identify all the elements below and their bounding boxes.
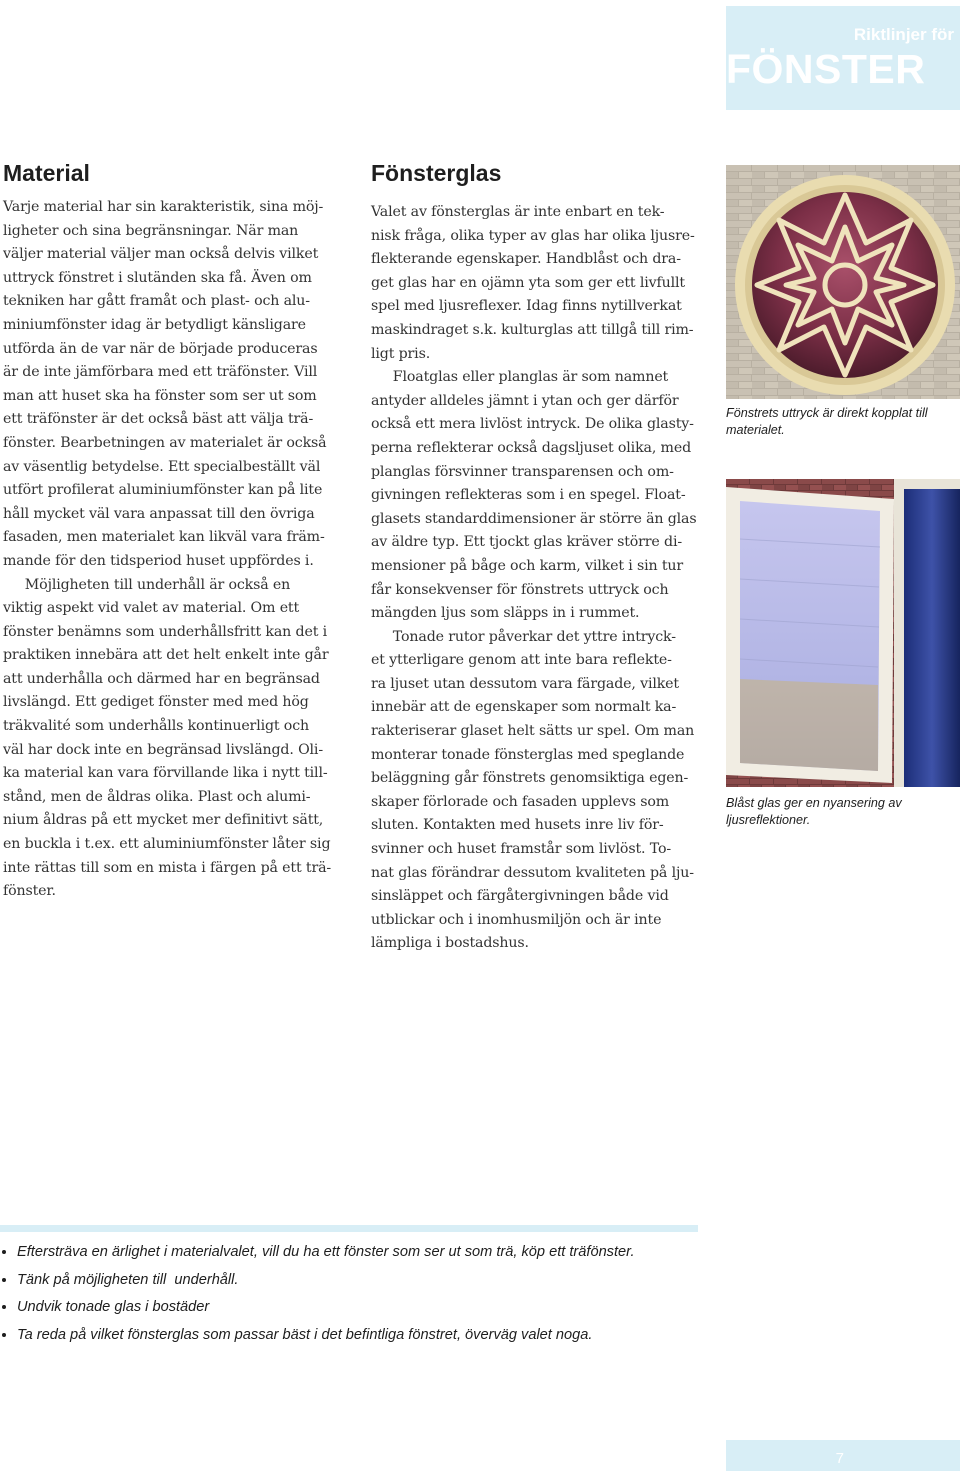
bullet-icon: [2, 1278, 6, 1282]
material-line: fönster benämns som underhållsfritt kan det i: [3, 623, 327, 640]
material-line: Varje material har sin karakteristik, sina möj-: [3, 199, 324, 215]
material-line: fasaden, men materialet kan likväl vara främ-: [3, 529, 325, 546]
material-line: väl har dock inte en begränsad livslängd. Oli-: [3, 741, 323, 758]
tip-item: [0, 1294, 740, 1322]
material-line: livslängd. Ett gediget fönster med med hög: [3, 694, 309, 711]
round-window-photo: [726, 165, 960, 399]
fonsterglas-line: planglas försvinner transparensen och om-: [371, 463, 674, 480]
material-line: ligheter och sina begränsningar. När man: [3, 222, 299, 239]
material-line: en buckla i t.ex. ett aluminiumfönster låter sig: [3, 836, 331, 853]
fonsterglas-line: glasets standarddimensioner är större än glas: [371, 510, 697, 527]
material-line: ka material kan vara förvillande lika i nytt till-: [3, 765, 328, 782]
footer-band: [726, 1440, 960, 1471]
section-divider: [0, 1225, 698, 1232]
bullet-icon: [2, 1333, 6, 1337]
material-line: väljer material väljer man också delvis vilket: [3, 246, 319, 263]
fonsterglas-body: [371, 201, 696, 956]
fonsterglas-line: monterar tonade fönsterglas med speglande: [371, 746, 685, 763]
fonsterglas-line: beläggning går fönstrets genomsiktiga egen-: [371, 770, 689, 787]
fonsterglas-line: nisk fråga, olika typer av glas har olika ljusre-: [371, 227, 695, 244]
fonsterglas-line: mängden ljus som släpps in i rummet.: [371, 605, 640, 622]
page-number: 7: [835, 1450, 844, 1467]
material-line: fönster. Bearbetningen av materialet är också: [3, 434, 327, 451]
tip-item: [0, 1267, 740, 1295]
material-line: miniumfönster idag är betydligt känsligare: [3, 316, 306, 333]
fonsterglas-line: nat glas förändrar dessutom kvaliteten på lju-: [371, 864, 694, 881]
fonsterglas-line: rakteriserar glaset helt sätts ur spel. Om man: [371, 723, 695, 740]
material-line: inte rättas till som en mista i färgen på ett trä-: [3, 859, 332, 876]
fonsterglas-line: mensioner på båge och karm, vilket i sin tur: [371, 557, 684, 574]
tip-text: Tänk på möjligheten till underhåll.: [17, 1271, 239, 1288]
fonsterglas-line: av äldre typ. Ett tjockt glas kräver större di-: [371, 534, 682, 551]
fonsterglas-line: spel med ljusreflexer. Idag finns nytillverkat: [371, 298, 682, 315]
fonsterglas-line: ra ljuset utan dessutom vara färgade, vilket: [371, 675, 679, 692]
material-body: [3, 196, 331, 904]
fonsterglas-line: et ytterligare genom att inte bara reflekte-: [371, 652, 672, 669]
header-kicker: Riktlinjer för: [853, 25, 954, 44]
fonsterglas-line: Valet av fönsterglas är inte enbart en tek-: [371, 204, 665, 220]
fonsterglas-line: svinner och huset framstår som livlöst. To-: [371, 841, 671, 858]
fonsterglas-line: innebär att de egenskaper som normalt ka-: [371, 699, 677, 716]
material-line: mande för den tidsperiod huset uppfördes i.: [3, 552, 314, 569]
fonsterglas-line: get glas har en ojämn yta som ger ett livfullt: [371, 274, 685, 291]
material-line: tekniken har gått framåt och plast- och alu-: [3, 293, 310, 310]
fonsterglas-line: Tonade rutor påverkar det yttre intryck-: [371, 628, 676, 645]
fonsterglas-heading: Fönsterglas: [371, 160, 502, 186]
material-line: fönster.: [3, 883, 56, 900]
fonsterglas-line: skaper förlorade och fasaden upplevs som: [371, 793, 670, 810]
bullet-icon: [2, 1250, 6, 1254]
fonsterglas-line: sluten. Kontakten med husets inre liv för-: [371, 817, 664, 834]
material-line: stånd, men de åldras olika. Plast och alumi-: [3, 788, 311, 805]
tip-item: [0, 1322, 740, 1350]
fonsterglas-line: också ett mera livlöst intryck. De olika glasty-: [371, 416, 694, 433]
fonsterglas-line: antyder alldeles jämnt i ytan och ger därför: [371, 392, 679, 409]
fonsterglas-line: flekterande egenskaper. Handblåst och dra-: [371, 251, 681, 268]
material-line: utförda än de var när de började produceras: [3, 340, 318, 357]
fonsterglas-line: sinsläppet och färgåtergivningen både vid: [371, 888, 669, 905]
fonsterglas-line: maskindraget s.k. kulturglas att tillgå till rim-: [371, 321, 694, 338]
fonsterglas-line: får konsekvenser för fönstrets uttryck och: [371, 581, 669, 598]
material-line: av väsentlig betydelse. Ett specialbeställt väl: [3, 458, 321, 475]
fonsterglas-line: Floatglas eller planglas är som namnet: [371, 369, 669, 386]
material-line: nium åldras på ett mycket mer definitivt sätt,: [3, 812, 324, 829]
material-line: praktiken innebära att det helt enkelt inte går: [3, 647, 329, 664]
header-band: [726, 6, 960, 110]
tip-text: Eftersträva en ärlighet i materialvalet, vill du ha ett fönster som ser ut som trä, köp ett träfönster.: [17, 1244, 635, 1260]
blue-glass-caption: Blåst glas ger en nyansering av ljusreflektioner.: [726, 796, 902, 827]
material-line: är de inte jämförbara med ett träfönster. Vill: [3, 364, 318, 381]
tip-text: Ta reda på vilket fönsterglas som passar bäst i det befintliga fönstret, överväg valet noga.: [17, 1326, 593, 1343]
header-title: FÖNSTER: [726, 46, 926, 92]
round-window-caption: Fönstrets uttryck är direkt kopplat till materialet.: [726, 406, 928, 437]
material-line: man att huset ska ha fönster som ser ut som: [3, 387, 317, 404]
material-line: håll mycket väl vara anpassat till den övriga: [3, 505, 315, 522]
material-heading: Material: [3, 160, 90, 186]
material-line: uttryck fönstret i slutänden ska få. Även om: [3, 269, 312, 286]
fonsterglas-line: givningen reflekteras som i en spegel. Float-: [371, 487, 686, 504]
material-line: viktig aspekt vid valet av material. Om ett: [3, 600, 300, 617]
tip-item: [0, 1239, 740, 1267]
material-line: utfört profilerat aluminiumfönster kan på lite: [3, 482, 323, 499]
fonsterglas-line: lämpliga i bostadshus.: [371, 935, 529, 952]
material-line: Möjligheten till underhåll är också en: [3, 576, 291, 593]
tip-text: Undvik tonade glas i bostäder: [17, 1299, 210, 1315]
fonsterglas-line: perna reflekterar också dagsljuset olika, med: [371, 439, 692, 456]
blue-glass-photo: [726, 479, 960, 787]
bullet-icon: [2, 1305, 6, 1309]
tips-list: [0, 1239, 740, 1349]
material-line: att underhålla och därmed har en begränsad: [3, 670, 320, 687]
material-line: ett träfönster är det också bäst att välja trä-: [3, 411, 314, 428]
fonsterglas-line: utblickar och i inomhusmiljön och är inte: [371, 911, 662, 928]
material-line: träkvalité som underhålls kontinuerligt och: [3, 718, 309, 735]
fonsterglas-line: ligt pris.: [371, 345, 431, 362]
